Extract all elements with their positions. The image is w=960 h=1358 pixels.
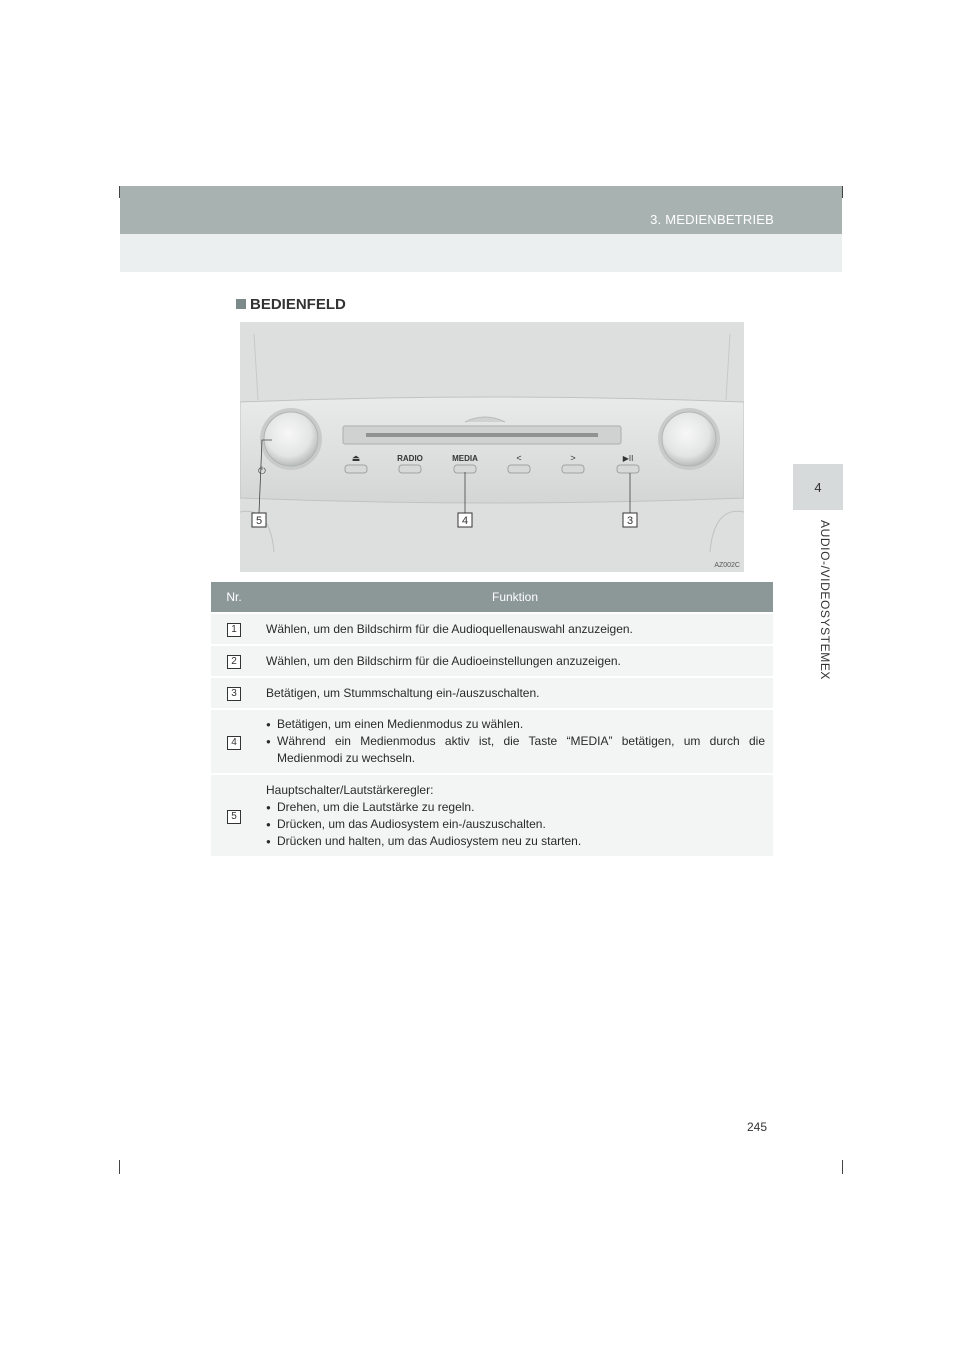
- figure-code: AZ002C: [714, 562, 740, 569]
- header-funktion: Funktion: [257, 582, 773, 613]
- radio-button-label: RADIO: [397, 454, 423, 463]
- table-header-row: [211, 582, 773, 613]
- callout-5: 5: [255, 515, 263, 527]
- function-table: [211, 582, 773, 856]
- chapter-label: AUDIO-/VIDEOSYSTEMEX: [818, 520, 832, 681]
- row-number: 4: [227, 736, 241, 750]
- table-row: [211, 677, 773, 709]
- control-panel-illustration: [240, 322, 744, 572]
- chapter-number: 4: [814, 479, 822, 495]
- crop-mark: [842, 186, 843, 198]
- page-number: 245: [747, 1120, 768, 1134]
- section-heading: [236, 296, 346, 313]
- page-header: [120, 186, 842, 234]
- crop-mark: [842, 1160, 843, 1174]
- next-icon: >: [570, 453, 576, 463]
- bullet-item: ● Drehen, um die Lautstärke zu regeln.: [266, 799, 765, 816]
- row-function: [257, 774, 773, 856]
- row-function: Betätigen, um Stummschaltung ein-/auszuschalten.: [257, 677, 773, 709]
- bullet-item: ● Betätigen, um einen Medienmodus zu wählen.: [266, 716, 765, 733]
- row-function: [257, 709, 773, 774]
- table-row: [211, 645, 773, 677]
- row-function: Wählen, um den Bildschirm für die Audioquellenauswahl anzuzeigen.: [257, 613, 773, 645]
- bullet-list: [266, 799, 765, 850]
- row-number: 2: [227, 655, 241, 669]
- heading-square-icon: [236, 299, 246, 309]
- bullet-item: ● Drücken, um das Audiosystem ein-/auszuschalten.: [266, 816, 765, 833]
- media-button-label: MEDIA: [452, 454, 478, 463]
- crop-mark: [119, 1160, 120, 1174]
- row-number: 5: [227, 810, 241, 824]
- row-function: Wählen, um den Bildschirm für die Audioeinstellungen anzuzeigen.: [257, 645, 773, 677]
- bullet-item: ● Während ein Medienmodus aktiv ist, die Taste “MEDIA” betätigen, um durch die Medienmodi zu wechseln.: [266, 733, 765, 767]
- play-pause-icon: ▶II: [622, 454, 634, 463]
- table-row: [211, 774, 773, 856]
- row-intro: Hauptschalter/Lautstärkeregler:: [266, 782, 434, 797]
- bullet-item: ● Drücken und halten, um das Audiosystem neu zu starten.: [266, 833, 765, 850]
- table-row: [211, 709, 773, 774]
- chapter-tab: [793, 464, 843, 510]
- eject-icon: ⏏: [351, 453, 361, 463]
- section-title: 3. MEDIENBETRIEB: [650, 212, 774, 227]
- header-nr: Nr.: [211, 582, 257, 613]
- bullet-list: [266, 716, 765, 767]
- row-number: 1: [227, 623, 241, 637]
- header-subband: [120, 234, 842, 272]
- table-row: [211, 613, 773, 645]
- callout-4: 4: [461, 515, 469, 527]
- heading-text: BEDIENFELD: [250, 296, 346, 313]
- row-number: 3: [227, 687, 241, 701]
- control-panel-figure: [240, 322, 744, 572]
- callout-3: 3: [626, 515, 634, 527]
- power-icon: ⏻: [258, 466, 266, 477]
- prev-icon: <: [516, 453, 522, 463]
